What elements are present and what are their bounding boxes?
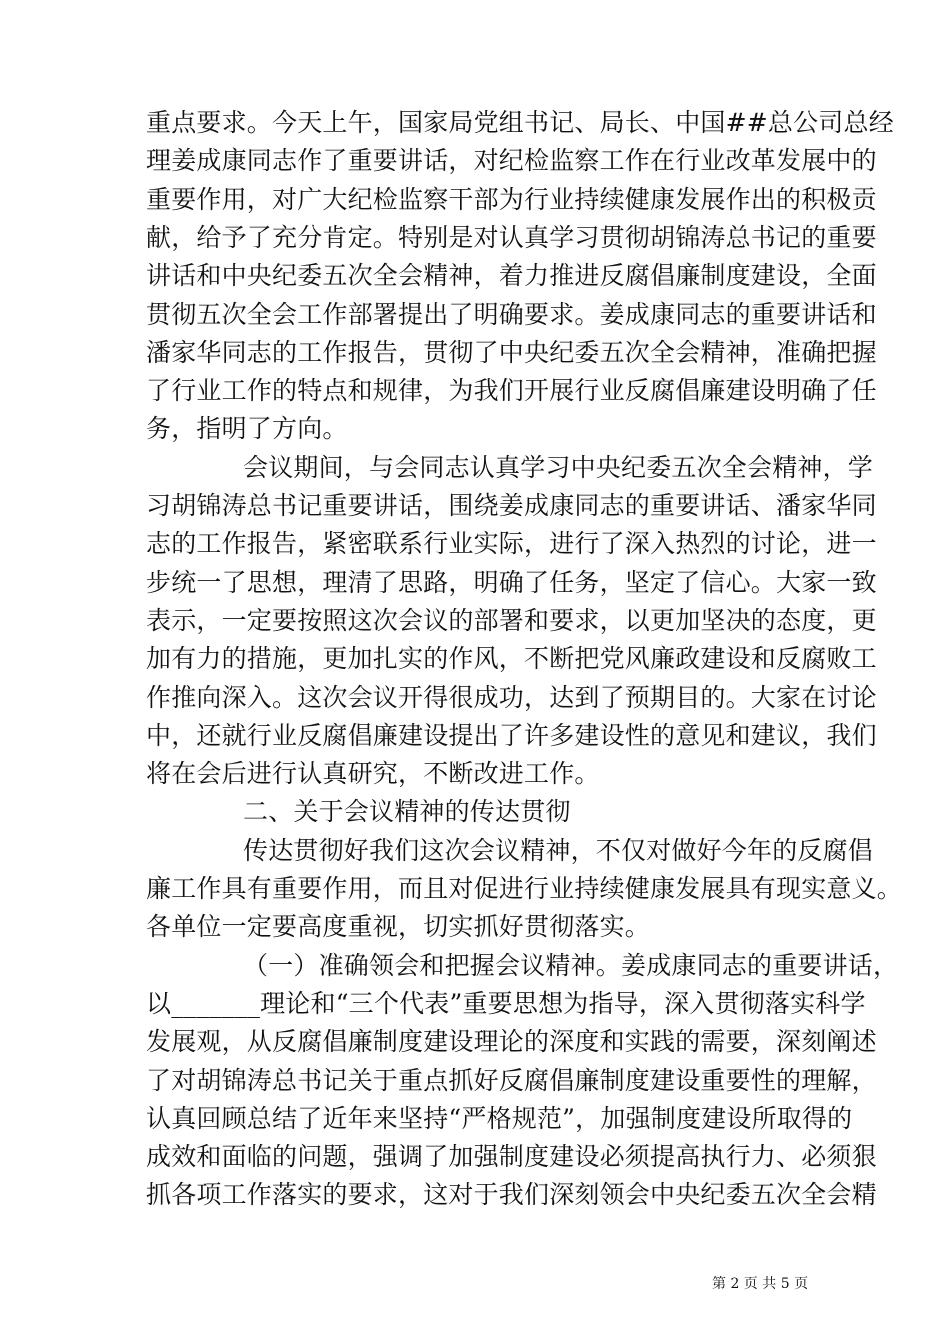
text-line: 廉工作具有重要作用，而且对促进行业持续健康发展具有现实意义。 [146,874,903,903]
text-line: 作推向深入。这次会议开得很成功，达到了预期目的。大家在讨论 [146,682,877,712]
text-line: 中，还就行业反腐倡廉建设提出了许多建设性的意见和建议，我们 [146,720,877,750]
text-line: 以_______理论和“三个代表”重要思想为指导，深入贯彻落实科学 [146,988,866,1018]
text-line: 潘家华同志的工作报告，贯彻了中央纪委五次全会精神，准确把握 [146,337,877,367]
text-line: 讲话和中央纪委五次全会精神，着力推进反腐倡廉制度建设，全面 [146,261,877,291]
text-line: 重点要求。今天上午，国家局党组书记、局长、中国##总公司总经 [146,108,894,137]
text-line: 贯彻五次全会工作部署提出了明确要求。姜成康同志的重要讲话和 [146,299,877,329]
section-heading: 二、关于会议精神的传达贯彻 [243,797,571,827]
text-line: 表示，一定要按照这次会议的部署和要求，以更加坚决的态度，更 [146,605,877,635]
paragraph-start: 会议期间，与会同志认真学习中央纪委五次全会精神，学 [243,452,874,482]
text-line: 步统一了思想，理清了思路，明确了任务，坚定了信心。大家一致 [146,567,877,597]
text-line: 各单位一定要高度重视，切实抓好贯彻落实。 [146,912,651,942]
text-line: 成效和面临的问题，强调了加强制度建设必须提高执行力、必须狠 [146,1142,877,1172]
text-line: 重要作用，对广大纪检监察干部为行业持续健康发展作出的积极贡 [146,184,877,214]
text-line: 将在会后进行认真研究，不断改进工作。 [146,759,600,789]
text-line: 务，指明了方向。 [146,414,348,444]
text-line: 加有力的措施，更加扎实的作风，不断把党风廉政建设和反腐败工 [146,644,877,674]
text-line: 献，给予了充分肯定。特别是对认真学习贯彻胡锦涛总书记的重要 [146,222,877,252]
paragraph-start: （一）准确领会和把握会议精神。姜成康同志的重要讲话， [243,950,899,980]
text-line: 抓各项工作落实的要求，这对于我们深刻领会中央纪委五次全会精 [146,1180,877,1210]
text-line: 认真回顾总结了近年来坚持“严格规范”，加强制度建设所取得的 [146,1103,853,1133]
text-line: 志的工作报告，紧密联系行业实际，进行了深入热烈的讨论，进一 [146,529,877,559]
text-line: 习胡锦涛总书记重要讲话，围绕姜成康同志的重要讲话、潘家华同 [146,491,877,520]
paragraph-start: 传达贯彻好我们这次会议精神，不仅对做好今年的反腐倡 [243,835,874,865]
text-line: 了行业工作的特点和规律，为我们开展行业反腐倡廉建设明确了任 [146,376,877,406]
text-line: 理姜成康同志作了重要讲话，对纪检监察工作在行业改革发展中的 [146,146,877,176]
page-number: 第 2 页 共 5 页 [712,1276,809,1292]
text-line: 了对胡锦涛总书记关于重点抓好反腐倡廉制度建设重要性的理解， [146,1065,877,1095]
text-line: 发展观，从反腐倡廉制度建设理论的深度和实践的需要，深刻阐述 [146,1027,877,1057]
